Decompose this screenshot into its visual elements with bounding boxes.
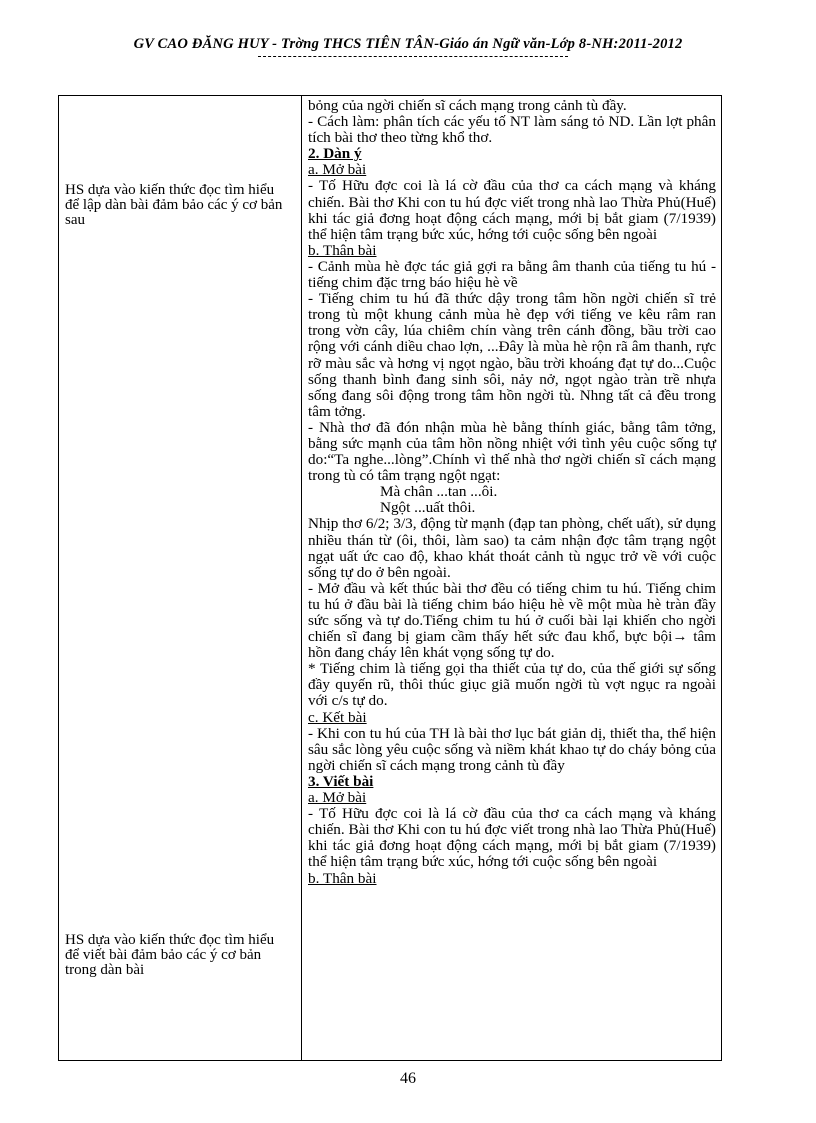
subsection-heading: c. Kết bài bbox=[308, 708, 367, 726]
page-number: 46 bbox=[400, 1070, 416, 1087]
poem-line: Ngột ...uất thôi. bbox=[380, 499, 476, 517]
activity-note-outline: HS dựa vào kiến thức đọc tìm hiểu để lập dàn bài đảm bảo các ý cơ bản sau bbox=[65, 182, 283, 228]
paragraph: Nhịp thơ 6/2; 3/3, động từ mạnh (đạp tan phòng, chết uất), sử dụng nhiều thán từ (ôi, thôi, làm sao) ta cảm nhận đợc tâm trạng ngột ngạt uất ức cao độ, khao khát thoát cảnh tù ngục trở về với cuộc sống tự do ở bên ngoài. bbox=[308, 515, 716, 581]
section-heading: 3. Viết bài bbox=[308, 772, 374, 790]
paragraph: - Cảnh mùa hè đợc tác giả gợi ra bằng âm thanh của tiếng tu hú - tiếng chim đặc trng báo hiệu hè về bbox=[308, 257, 716, 292]
page-header: GV CAO ĐĂNG HUY - Trờng THCS TIÊN TÂN-Giáo án Ngữ văn-Lớp 8-NH:2011-2012 bbox=[133, 36, 683, 52]
paragraph: - Khi con tu hú của TH là bài thơ lục bát giản dị, thiết tha, thể hiện sâu sắc lòng yêu cuộc sống và niềm khát khao tự do cháy bỏng của ngời chiến sĩ cách mạng trong cảnh tù đầy bbox=[308, 724, 716, 774]
paragraph: - Tiếng chim tu hú đã thức dậy trong tâm hồn ngời chiến sĩ trẻ trong tù một khung cảnh mùa hè đẹp với tiếng ve kêu râm ran trong vờn cây, lúa chiêm chín vàng trên cánh đồng, bầu trời cao rộng với cánh diều chao lợn, ...Đây là mùa hè rộn rã âm thanh, rực rỡ màu sắc và hơng vị ngọt ngào, bầu trời khoáng đạt tự do...Cuộc sống thanh bình đang sinh sôi, nảy nở, ngọt ngào tràn trề nhựa sống đang sôi động trong tâm hồn ngời tù. Nhng tất cả đều trong tâm tởng. bbox=[308, 290, 716, 420]
subsection-heading: b. Thân bài bbox=[308, 869, 377, 887]
activity-note-writing: HS dựa vào kiến thức đọc tìm hiểu để viết bài đảm bảo các ý cơ bản trong dàn bài bbox=[65, 932, 275, 978]
paragraph: - Tố Hữu đợc coi là lá cờ đầu của thơ ca cách mạng và kháng chiến. Bài thơ Khi con tu hú đợc viết trong nhà lao Thừa Phủ(Huế) khi tác giả đơng hoạt động cách mạng, mới bị bắt giam (7/1939) thể hiện tâm trạng bức xúc, hớng tới cuộc sống bên ngoài bbox=[308, 805, 716, 871]
column-divider bbox=[301, 96, 302, 1060]
subsection-heading: a. Mở bài bbox=[308, 161, 367, 179]
paragraph: bỏng của ngời chiến sĩ cách mạng trong cảnh tù đầy. bbox=[308, 97, 627, 114]
section-heading: 2. Dàn ý bbox=[308, 145, 362, 163]
paragraph: - Tố Hữu đợc coi là lá cờ đầu của thơ ca cách mạng và kháng chiến. Bài thơ Khi con tu hú đợc viết trong nhà lao Thừa Phủ(Huế) khi tác giả đơng hoạt động cách mạng, mới bị bắt giam (7/1939) thể hiện tâm trạng bức xúc, hớng tới cuộc sống bên ngoài bbox=[308, 177, 716, 243]
subsection-heading: a. Mở bài bbox=[308, 789, 367, 807]
paragraph: * Tiếng chim là tiếng gọi tha thiết của tự do, của thế giới sự sống đầy quyến rũ, thôi thúc giục giã muốn ngời tù vợt ngục ra ngoài với c/s tự do. bbox=[308, 660, 716, 710]
paragraph: - Nhà thơ đã đón nhận mùa hè bằng thính giác, bằng tâm tởng, bằng sức mạnh của tâm hồn nồng nhiệt với tình yêu cuộc sống tự do:“Ta nghe...lòng”.Chính vì thế nhà thơ ngời chiến sĩ cách mạng trong tù có tâm trạng ngột ngạt: bbox=[308, 418, 716, 485]
poem-line: Mà chân ...tan ...ôi. bbox=[380, 483, 498, 501]
paragraph: - Mở đầu và kết thúc bài thơ đều có tiếng chim tu hú. Tiếng chim tu hú ở đầu bài là tiếng chim báo hiệu hè về một mùa hè tràn đầy sức sống và tự do.Tiếng chim tu hú ở cuối bài lại khiến cho ngời chiến sĩ đang bị giam cầm thấy hết sức đau khổ, bực bội→ tâm hồn đang cháy lên khát vọng sống tự do. bbox=[308, 579, 716, 662]
lesson-content bbox=[308, 98, 716, 887]
paragraph: - Cách làm: phân tích các yếu tố NT làm sáng tỏ ND. Lần lợt phân tích bài thơ theo từng khổ thơ. bbox=[308, 113, 716, 147]
subsection-heading: b. Thân bài bbox=[308, 241, 377, 259]
header-divider bbox=[258, 56, 568, 57]
lesson-table bbox=[58, 95, 722, 1061]
